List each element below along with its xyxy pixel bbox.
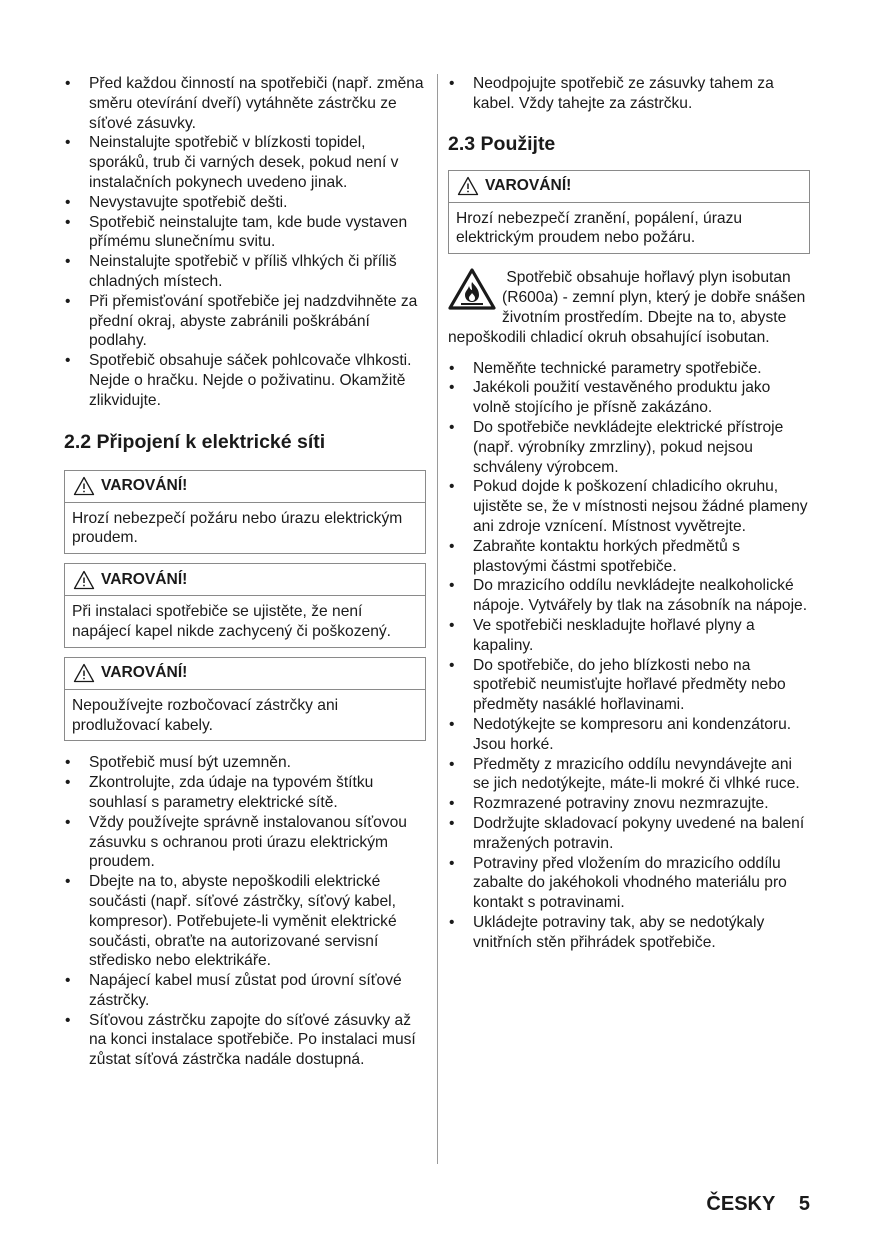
list-item: • Vždy používejte správně instalovanou síťovou zásuvku s ochranou proti úrazu elektrickým proudem.: [64, 813, 426, 872]
warning-box: [64, 563, 426, 648]
warning-box: [64, 657, 426, 742]
list-item: • Neměňte technické parametry spotřebiče.: [448, 359, 810, 379]
warning-text: Nepoužívejte rozbočovací zástrčky ani prodlužovací kabely.: [72, 696, 339, 734]
warning-text: Při instalaci spotřebiče se ujistěte, že není napájecí kapel nikde zachycený či poškozený.: [72, 603, 391, 640]
list-item: • Neinstalujte spotřebič v příliš vlhkých či příliš chladných místech.: [64, 252, 426, 292]
list-item: • Zkontrolujte, zda údaje na typovém štítku souhlasí s parametry elektrické sítě.: [64, 773, 426, 813]
list-item: • Nedotýkejte se kompresoru ani kondenzátoru. Jsou horké.: [448, 715, 810, 755]
list-item: • Spotřebič musí být uzemněn.: [64, 753, 426, 773]
page-footer: [706, 1193, 810, 1216]
footer-language: ČESKY: [706, 1193, 776, 1215]
unplug-list: [448, 74, 810, 114]
left-column: [64, 74, 426, 1070]
list-item: • Ukládejte potraviny tak, aby se nedotýkaly vnitřních stěn přihrádek spotřebiče.: [448, 913, 810, 953]
warning-header: [65, 564, 425, 596]
list-item: • Před každou činností na spotřebiči (např. změna směru otevírání dveří) vytáhněte zástrčku ze síťové zásuvky.: [64, 74, 426, 133]
electrical-list: [64, 753, 426, 1070]
list-item: • Dodržujte skladovací pokyny uvedené na balení mražených potravin.: [448, 814, 810, 854]
list-item: • Potraviny před vložením do mrazicího oddílu zabalte do jakéhokoli vhodného materiálu pro kontakt s potravinami.: [448, 854, 810, 913]
list-item: • Neinstalujte spotřebič v blízkosti topidel, sporáků, trub či varných desek, pokud není v instalačních pokynech uvedeno jinak.: [64, 133, 426, 192]
warning-box: [448, 170, 810, 255]
warning-header: [449, 171, 809, 203]
warning-triangle-icon: [73, 570, 95, 590]
list-item: • Zabraňte kontaktu horkých předmětů s plastovými částmi spotřebiče.: [448, 537, 810, 577]
list-item: • Síťovou zástrčku zapojte do síťové zásuvky až na konci instalace spotřebiče. Po instalaci musí zůstat síťová zástrčka nadále dostupná.: [64, 1011, 426, 1070]
list-item: • Dbejte na to, abyste nepoškodili elektrické součásti (např. síťové zástrčky, síťový kabel, kompresor). Potřebujete-li vyměnit elektrické součásti, obraťte na autorizované servisní středisko nebo elektrikáře.: [64, 872, 426, 971]
warning-title: VAROVÁNÍ!: [485, 177, 572, 195]
list-item: • Jakékoli použití vestavěného produktu jako volně stojícího je přísně zakázáno.: [448, 378, 810, 418]
list-item: • Rozmrazené potraviny znovu nezmrazujte.: [448, 794, 810, 814]
warning-title: VAROVÁNÍ!: [101, 664, 188, 682]
list-item: • Neodpojujte spotřebič ze zásuvky tahem za kabel. Vždy tahejte za zástrčku.: [448, 74, 810, 114]
flammable-notice: [448, 268, 810, 347]
warning-triangle-icon: [457, 176, 479, 196]
list-item: • Pokud dojde k poškození chladicího okruhu, ujistěte se, že v místnosti nejsou žádné plameny ani zdroje vznícení. Místnost vyvětrejte.: [448, 477, 810, 536]
warning-header: [65, 658, 425, 690]
list-item: • Do spotřebiče nevkládejte elektrické přístroje (např. výrobníky zmrzliny), pokud nejsou schváleny výrobcem.: [448, 418, 810, 477]
warning-box: [64, 470, 426, 555]
warning-text: Hrozí nebezpečí zranění, popálení, úrazu elektrickým proudem nebo požáru.: [456, 209, 743, 247]
right-column: [448, 74, 810, 952]
list-item: • Spotřebič obsahuje sáček pohlcovače vlhkosti. Nejde o hračku. Nejde o poživatinu. Okamžitě zlikvidujte.: [64, 351, 426, 410]
list-item: • Spotřebič neinstalujte tam, kde bude vystaven přímému slunečnímu svitu.: [64, 213, 426, 253]
list-item: • Předměty z mrazicího oddílu nevyndávejte ani se jich nedotýkejte, máte-li mokré či vlhké ruce.: [448, 755, 810, 795]
warning-header: [65, 471, 425, 503]
section-heading-use: 2.3 Použijte: [448, 132, 556, 155]
section-heading-electrical: 2.2 Připojení k elektrické síti: [64, 430, 326, 453]
list-item: • Ve spotřebiči neskladujte hořlavé plyny a kapaliny.: [448, 616, 810, 656]
list-item: • Nevystavujte spotřebič dešti.: [64, 193, 426, 213]
list-item: • Do mrazicího oddílu nevkládejte nealkoholické nápoje. Vytvářely by tlak na zásobník na nápoje.: [448, 576, 810, 616]
use-list: [448, 359, 810, 953]
list-item: • Do spotřebiče, do jeho blízkosti nebo na spotřebič neumisťujte hořlavé předměty nebo předměty nasáklé hořlavinami.: [448, 656, 810, 715]
warning-triangle-icon: [73, 663, 95, 683]
list-item: • Napájecí kabel musí zůstat pod úrovní síťové zástrčky.: [64, 971, 426, 1011]
installation-list: [64, 74, 426, 411]
warning-triangle-icon: [73, 476, 95, 496]
flammable-text: Spotřebič obsahuje hořlavý plyn isobutan (R600a) - zemní plyn, který je dobře snášen životním prostředím. Dbejte na to, abyste nepoškodili chladicí okruh obsahující isobutan.: [448, 269, 806, 346]
list-item: • Při přemisťování spotřebiče jej nadzdvihněte za přední okraj, abyste zabránili poškrábání podlahy.: [64, 292, 426, 351]
flammable-warning-icon: [448, 268, 496, 310]
warning-title: VAROVÁNÍ!: [101, 477, 188, 495]
column-divider: [437, 74, 438, 1164]
warning-title: VAROVÁNÍ!: [101, 570, 188, 588]
warning-text: Hrozí nebezpečí požáru nebo úrazu elektrickým proudem.: [72, 509, 403, 547]
page-number: 5: [798, 1193, 810, 1215]
